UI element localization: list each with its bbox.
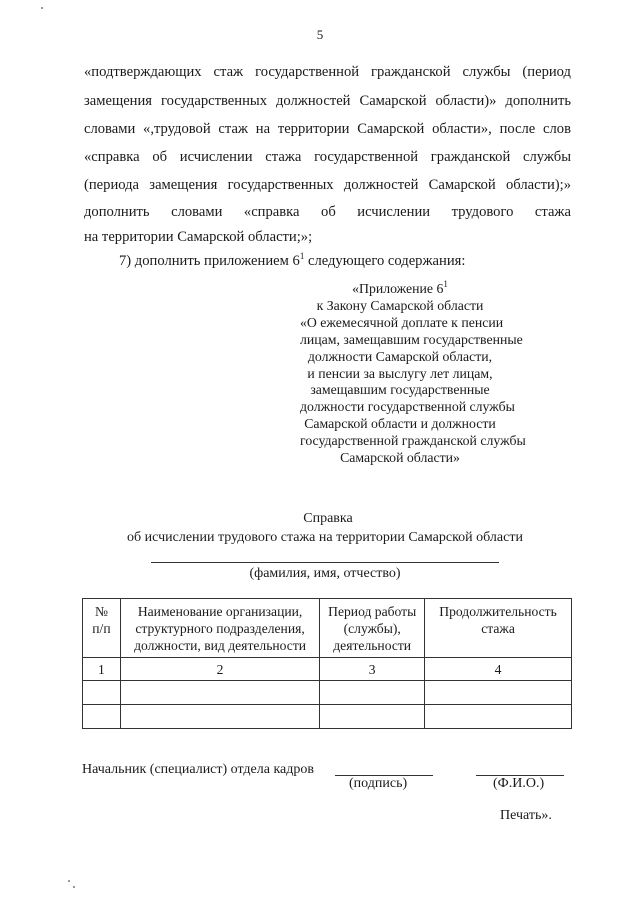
header-cell-organization: Наименование организации, структурного подразделения, должности, вид деятельности	[120, 599, 319, 658]
table-row	[83, 658, 572, 681]
item-7-superscript: 1	[299, 251, 305, 261]
scan-speck	[73, 886, 75, 888]
scan-speck	[68, 880, 70, 882]
page-number: 5	[316, 27, 324, 42]
body-line: (периода замещения государственных должностей Самарской области);»	[84, 177, 571, 193]
table-cell	[320, 681, 425, 705]
appendix-line: должности Самарской области,	[307, 348, 493, 364]
table-cell	[320, 705, 425, 729]
certificate-subtitle: об исчислении трудового стажа на территории Самарской области	[127, 530, 523, 545]
table-cell	[83, 705, 121, 729]
table-cell	[120, 705, 319, 729]
body-line: словами «,трудовой стаж на территории Самарской области», после слов	[84, 121, 571, 137]
appendix-line: Самарской области и должности	[304, 416, 496, 432]
seal-note: Печать».	[500, 808, 552, 823]
table-cell	[425, 681, 572, 705]
appendix-title-superscript: 1	[443, 279, 448, 289]
body-line: на территории Самарской области;»;	[84, 229, 313, 245]
column-number-cell: 2	[120, 658, 319, 681]
appendix-line: и пенсии за выслугу лет лицам,	[307, 365, 493, 381]
header-cell-duration: Продолжительность стажа	[425, 599, 572, 658]
appendix-title: «Приложение $6^1$	[352, 279, 448, 296]
certificate-title: Справка	[303, 511, 353, 526]
appendix-heading	[300, 279, 526, 467]
table-cell	[425, 705, 572, 729]
item-7-text: 7) дополнить приложением 6	[119, 253, 300, 269]
column-number-cell: 1	[83, 658, 121, 681]
body-line: «подтверждающих стаж государственной гражданской службы (период	[84, 64, 571, 80]
signature-label: Начальник (специалист) отдела кадров	[82, 762, 314, 777]
appendix-line: государственной гражданской службы	[300, 433, 526, 449]
table-row	[83, 705, 572, 729]
table-cell	[83, 681, 121, 705]
body-line: замещения государственных должностей Самарской области)» дополнить	[84, 93, 571, 109]
body-line: «справка об исчислении стажа государственной гражданской службы	[84, 149, 571, 165]
appendix-line: должности государственной службы	[300, 399, 515, 415]
scan-speck	[41, 7, 43, 9]
appendix-line: Самарской области»	[340, 450, 460, 466]
column-number-cell: 3	[320, 658, 425, 681]
signature-caption: (подпись)	[349, 776, 408, 791]
full-name-caption: (фамилия, имя, отчество)	[249, 566, 401, 581]
appendix-line: замещавшим государственные	[310, 382, 490, 398]
item-7	[119, 252, 465, 270]
body-line: дополнить словами «справка об исчислении трудового стажа	[84, 204, 571, 220]
appendix-line: к Закону Самарской области	[316, 297, 484, 313]
appendix-line: лицам, замещавшим государственные	[300, 331, 523, 347]
header-cell-period: Период работы (службы), деятельности	[320, 599, 425, 658]
table-row	[83, 681, 572, 705]
full-name-line	[151, 562, 499, 563]
work-experience-table	[82, 598, 572, 729]
table-header-row	[83, 599, 572, 658]
table-cell	[120, 681, 319, 705]
column-number-cell: 4	[425, 658, 572, 681]
header-cell-number: № п/п	[83, 599, 121, 658]
full-name-signature-caption: (Ф.И.О.)	[493, 776, 545, 791]
appendix-line: «О ежемесячной доплате к пенсии	[300, 314, 504, 330]
item-7-text-end: следующего содержания:	[304, 253, 466, 269]
